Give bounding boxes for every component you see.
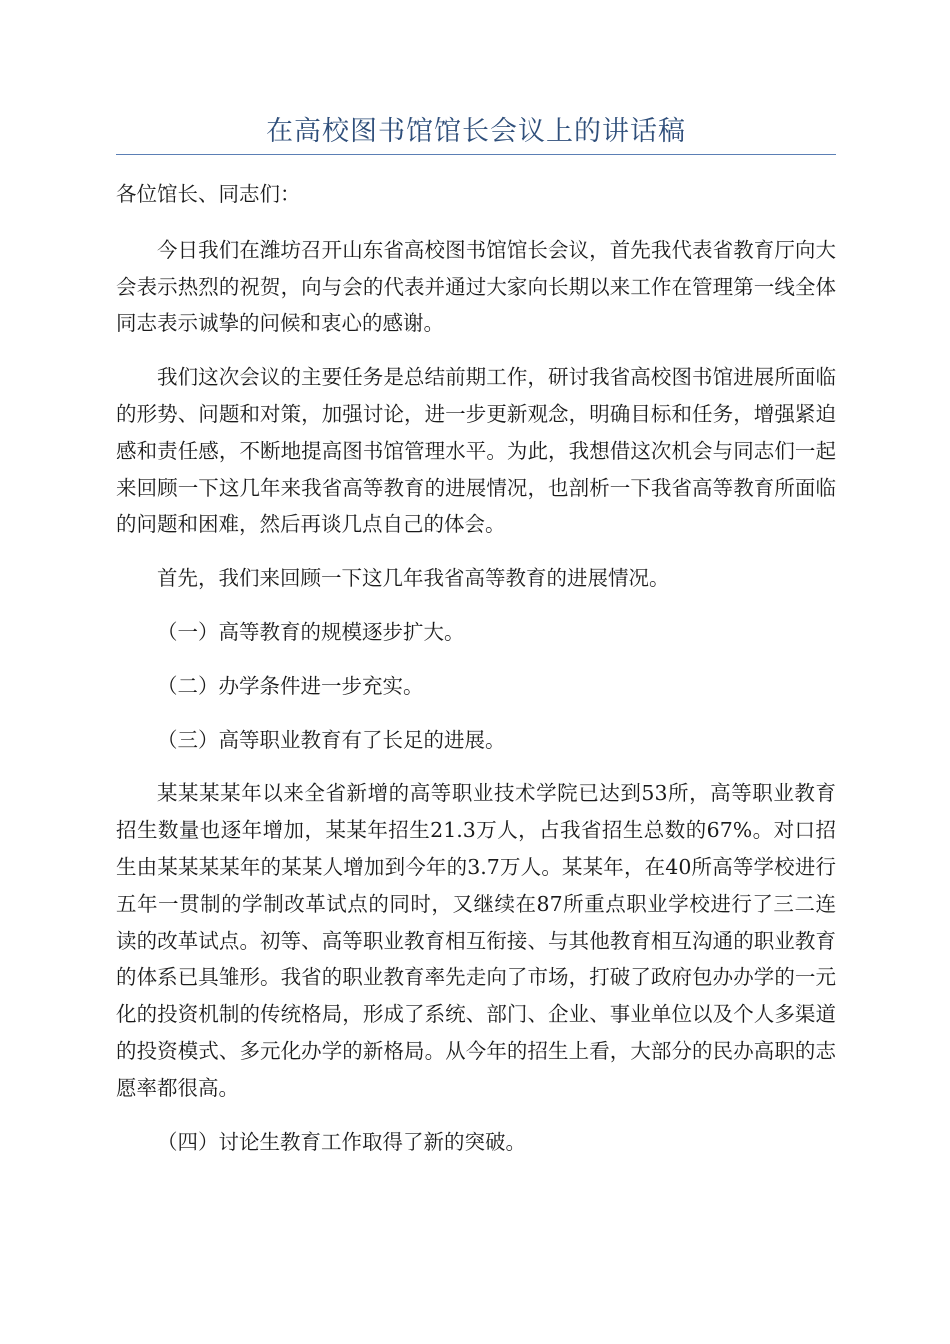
paragraph-review-intro: 首先，我们来回顾一下这几年我省高等教育的进展情况。	[157, 566, 670, 591]
paragraph-meeting-tasks: 我们这次会议的主要任务是总结前期工作，研讨我省高校图书馆进展所面临的形势、问题和对策，加强讨论，进一步更新观念，明确目标和任务，增强紧迫感和责任感，不断地提高图书馆管理水平。为此，我想借这次机会与同志们一起来回顾一下这几年来我省高等教育的进展情况，也剖析一下我省高等教育所面临的问题和困难，然后再谈几点自己的体会。	[116, 365, 836, 537]
document-title: 在高校图书馆馆长会议上的讲话稿	[266, 116, 686, 147]
paragraph-vocational-education: 某某某某年以来全省新增的高等职业技术学院已达到53所，高等职业教育招生数量也逐年增加，某某年招生21.3万人，占我省招生总数的67%。对口招生由某某某某年的某某人增加到今年的3.7万人。某某年，在40所高等学校进行五年一贯制的学制改革试点的同时，又继续在87所重点职业学校进行了三二连读的改革试点。初等、高等职业教育相互衔接、与其他教育相互沟通的职业教育的体系已具雏形。我省的职业教育率先走向了市场，打破了政府包办办学的一元化的投资机制的传统格局，形成了系统、部门、企业、事业单位以及个人多渠道的投资模式、多元化办学的新格局。从今年的招生上看，大部分的民办高职的志愿率都很高。	[116, 781, 836, 1100]
salutation: 各位馆长、同志们：	[116, 182, 301, 206]
document-body	[116, 176, 836, 1177]
paragraph-opening: 今日我们在潍坊召开山东省高校图书馆馆长会议，首先我代表省教育厅向大会表示热烈的祝贺，向与会的代表并通过大家向长期以来工作在管理第一线全体同志表示诚挚的问候和衷心的感谢。	[116, 237, 836, 336]
section-heading-1: （一）高等教育的规模逐步扩大。	[157, 619, 465, 644]
section-heading-2: （二）办学条件进一步充实。	[157, 673, 424, 698]
section-heading-3: （三）高等职业教育有了长足的进展。	[157, 727, 506, 752]
title-underline	[116, 154, 836, 155]
section-heading-4: （四）讨论生教育工作取得了新的突破。	[157, 1129, 526, 1154]
